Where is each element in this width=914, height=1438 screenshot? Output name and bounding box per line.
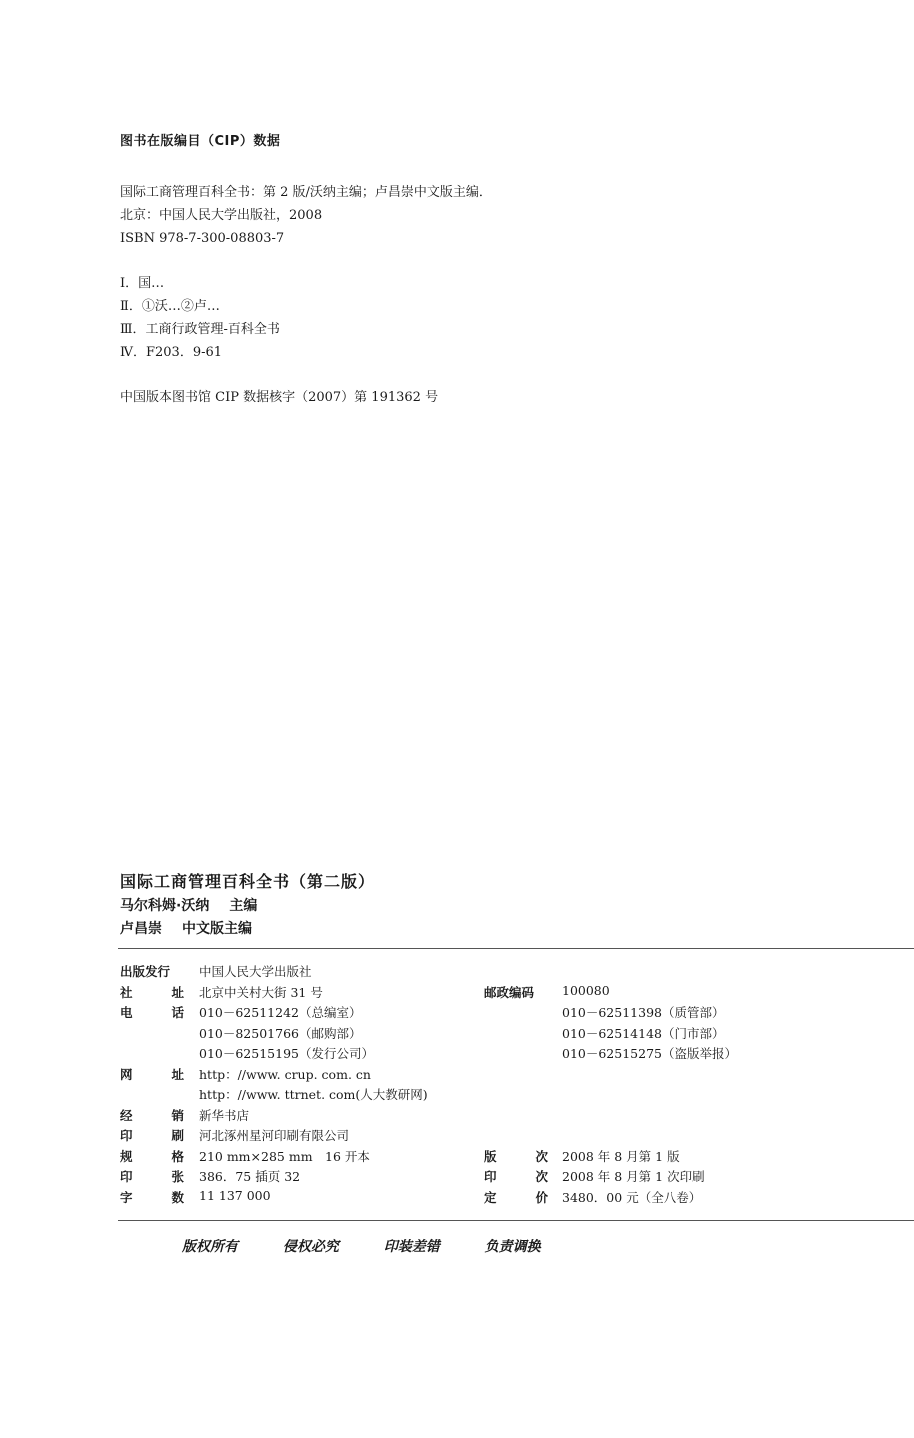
editor-role: 主编: [229, 898, 258, 914]
printing-label: 印 次: [484, 1169, 548, 1184]
cn-editor-name: 卢昌崇: [120, 921, 162, 937]
top-rule: [118, 948, 914, 949]
price-value: 3480．00 元（全八卷）: [562, 1189, 702, 1205]
imprint-row-phone: [120, 1003, 900, 1024]
rights-phrase: 印装差错: [383, 1239, 440, 1255]
imprint-row-phone: [120, 1024, 900, 1045]
phone-value: 010－62515195（发行公司）: [199, 1046, 374, 1061]
phone-value: 010－62514148（门市部）: [562, 1025, 725, 1041]
edition-value: 2008 年 8 月第 1 版: [562, 1148, 680, 1164]
imprint-row-web: [120, 1065, 900, 1086]
imprint-row-distributor: [120, 1106, 900, 1127]
format-value: 210 mm×285 mm 16 开本: [199, 1148, 370, 1164]
rights-phrase: 版权所有: [182, 1239, 238, 1255]
classification-item: Ⅲ．工商行政管理-百科全书: [120, 322, 280, 337]
rights-notice: [182, 1236, 565, 1256]
cn-editor-credit: [120, 918, 252, 938]
postal-value: 100080: [562, 982, 610, 998]
bottom-rule: [118, 1220, 914, 1221]
printing-value: 2008 年 8 月第 1 次印刷: [562, 1169, 705, 1184]
phone-value: 010－62515275（盗版举报）: [562, 1046, 737, 1061]
imprint-row-sheets: [120, 1167, 900, 1188]
cip-classification: [120, 272, 280, 364]
words-value: 11 137 000: [199, 1187, 271, 1203]
sheets-label: 印 张: [120, 1169, 184, 1184]
imprint-row-format: [120, 1147, 900, 1168]
format-label: 规 格: [120, 1148, 184, 1164]
classification-item: Ⅰ．国…: [120, 276, 165, 291]
distributor-label: 经 销: [120, 1107, 184, 1123]
web-url: http：//www. ttrnet. com(人大教研网): [199, 1087, 428, 1102]
publisher-value: 中国人民大学出版社: [199, 964, 312, 979]
imprint-row-phone: [120, 1044, 900, 1065]
imprint-row-words: [120, 1188, 900, 1209]
distributor-value: 新华书店: [199, 1107, 250, 1123]
cip-record: [120, 181, 492, 250]
imprint-row-printer: [120, 1126, 900, 1147]
cn-editor-role: 中文版主编: [182, 921, 252, 937]
printer-label: 印 刷: [120, 1128, 184, 1143]
web-url: http：//www. crup. com. cn: [199, 1066, 371, 1082]
cip-isbn-line: ISBN 978-7-300-08803-7: [120, 231, 285, 246]
imprint-row-web: [120, 1085, 900, 1106]
editor-credit: [120, 895, 257, 915]
postal-label: 邮政编码: [484, 984, 535, 1000]
rights-phrase: 负责调换: [484, 1239, 541, 1255]
classification-item: Ⅱ．①沃…②卢…: [120, 299, 220, 314]
web-label: 网 址: [120, 1066, 184, 1082]
publisher-label: 出版发行: [120, 964, 171, 979]
words-label: 字 数: [120, 1189, 184, 1205]
edition-label: 版 次: [484, 1148, 548, 1164]
cip-approval-number: 中国版本图书馆 CIP 数据核字（2007）第 191362 号: [120, 390, 439, 405]
cip-heading: 图书在版编目（CIP）数据: [120, 134, 281, 149]
phone-label: 电 话: [120, 1005, 184, 1020]
book-title: 国际工商管理百科全书（第二版）: [120, 872, 376, 891]
cip-publisher-line: 北京：中国人民大学出版社，2008: [120, 208, 323, 223]
cip-title-line: 国际工商管理百科全书：第 2 版/沃纳主编；卢昌崇中文版主编．: [120, 185, 492, 200]
phone-value: 010－82501766（邮购部）: [199, 1025, 362, 1041]
printer-value: 河北涿州星河印刷有限公司: [199, 1128, 350, 1143]
imprint-row-address: [120, 983, 900, 1004]
address-label: 社 址: [120, 984, 184, 1000]
imprint-row-publisher: [120, 962, 900, 983]
address-value: 北京中关村大街 31 号: [199, 984, 323, 1000]
phone-value: 010－62511398（质管部）: [562, 1005, 725, 1020]
imprint-table: [120, 962, 900, 1208]
editor-name: 马尔科姆·沃纳: [120, 898, 210, 914]
rights-phrase: 侵权必究: [282, 1239, 339, 1255]
phone-value: 010－62511242（总编室）: [199, 1005, 362, 1020]
price-label: 定 价: [484, 1189, 548, 1205]
sheets-value: 386．75 插页 32: [199, 1169, 301, 1184]
classification-item: Ⅳ．F203．9-61: [120, 345, 223, 360]
